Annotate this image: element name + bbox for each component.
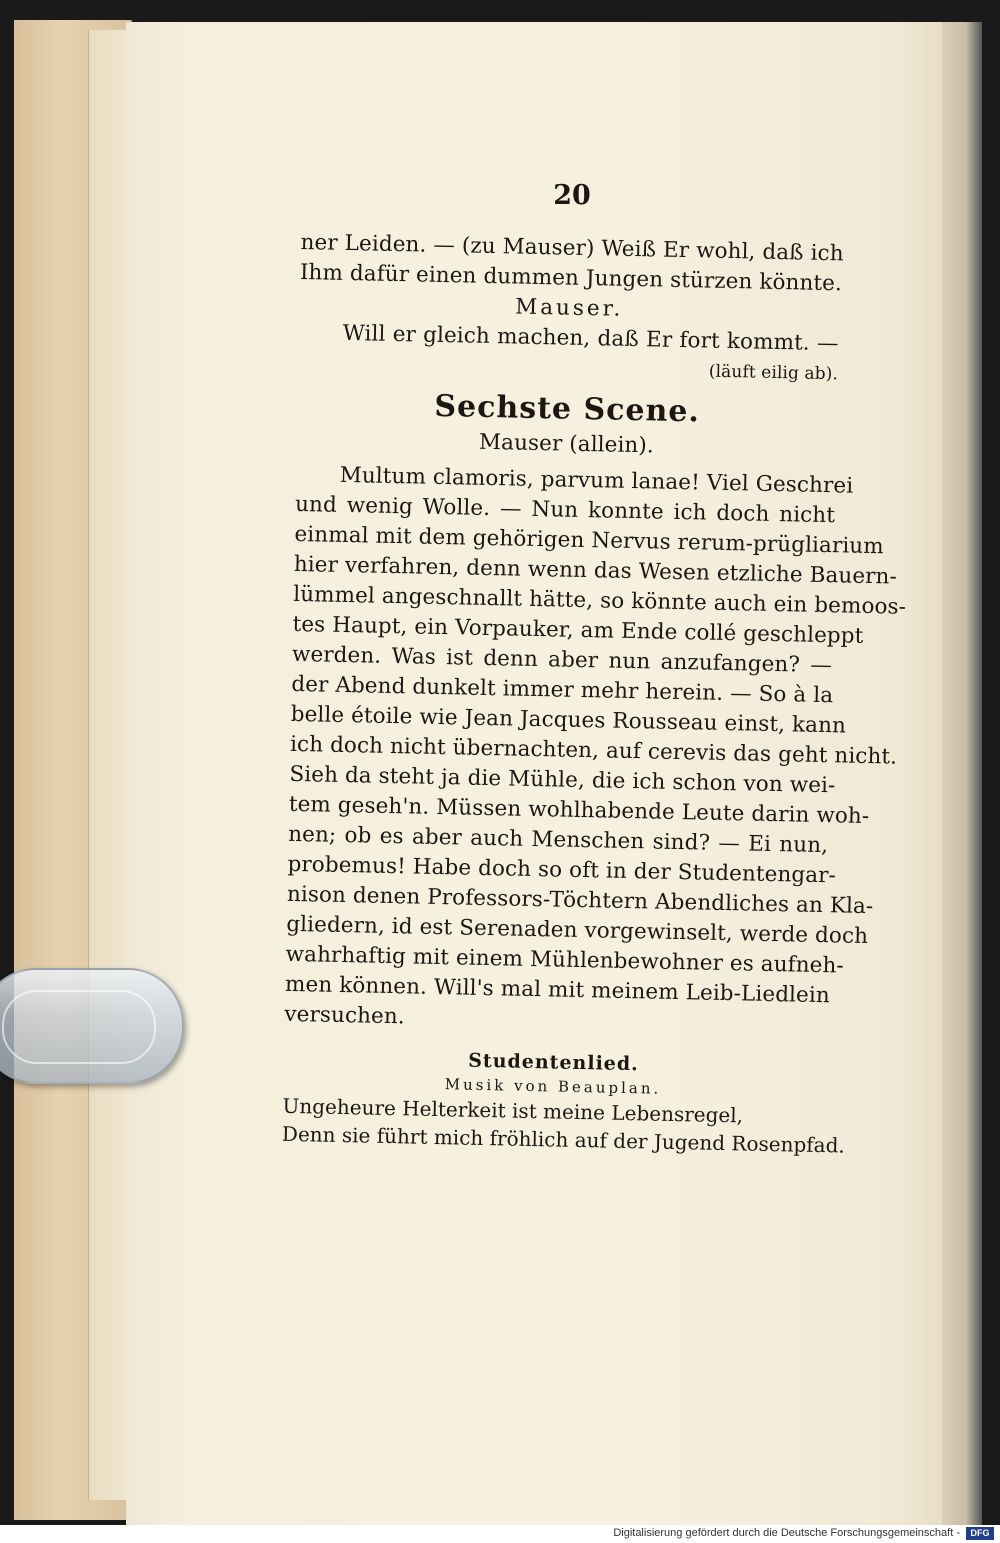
- clip-highlight: [2, 990, 156, 1064]
- monologue-line: gliedern, id est Serenaden vorgewinselt, werde doch: [286, 911, 869, 950]
- page-holder-clip: [0, 968, 184, 1084]
- book-inner-board: [88, 30, 129, 1500]
- monologue-line: der Abend dunkelt immer mehr herein. — So à la: [291, 671, 834, 709]
- monologue-line: wahrhaftig mit einem Mühlenbewohner es aufneh-: [285, 941, 845, 979]
- stage-direction: (läuft eilig ab).: [708, 361, 839, 385]
- monologue-line: lümmel angeschnallt hätte, so könnte auch ein bemoos-: [292, 581, 907, 620]
- page-edge-shadow: [942, 22, 982, 1525]
- monologue-line: ich doch nicht übernachten, auf cerevis das geht nicht.: [289, 731, 898, 770]
- monologue-line: tes Haupt, ein Vorpauker, am Ende collé geschleppt: [292, 611, 864, 649]
- text-line: ner Leiden. — (zu Mauser) Weiß Er wohl, daß ich: [300, 229, 844, 267]
- scene-title: Sechste Scene.: [434, 388, 701, 430]
- song-line: Denn sie führt mich fröhlich auf der Jugend Rosenpfad.: [281, 1121, 846, 1158]
- monologue-line: Sieh da steht ja die Mühle, die ich schon von wei-: [289, 761, 836, 799]
- monologue-line: und wenig Wolle. — Nun konnte ich doch nicht: [294, 491, 836, 529]
- monologue-line: men können. Will's mal mit meinem Leib-Liedlein: [284, 971, 831, 1009]
- scene-subtitle: Mauser (allein).: [478, 429, 655, 459]
- monologue-line: probemus! Habe doch so oft in der Studentengar-: [287, 851, 837, 889]
- monologue-line: einmal mit dem gehörigen Nervus rerum-prügliarium: [294, 521, 884, 560]
- speech-line: Will er gleich machen, daß Er fort kommt. —: [342, 320, 839, 357]
- song-line: Ungeheure Helterkeit ist meine Lebensregel,: [282, 1093, 744, 1128]
- song-subtitle: Musik von Beauplan.: [444, 1075, 662, 1098]
- speaker-name: Mauser.: [514, 294, 624, 322]
- text-line: Ihm dafür einen dummen Jungen stürzen könnte.: [299, 259, 843, 297]
- monologue-line: nison denen Professors-Töchtern Abendliches an Kla-: [286, 881, 874, 920]
- monologue-line: versuchen.: [284, 1001, 406, 1030]
- dfg-logo-icon: DFG: [966, 1527, 994, 1540]
- page-number: 20: [553, 180, 591, 211]
- monologue-line: hier verfahren, denn wenn das Wesen etzliche Bauern-: [293, 551, 898, 590]
- footer-bar: [0, 1525, 1000, 1543]
- song-title: Studentenlied.: [467, 1049, 639, 1076]
- page-text: [281, 176, 907, 1159]
- monologue-line: belle étoile wie Jean Jacques Rousseau einst, kann: [290, 701, 847, 739]
- monologue-line: Multum clamoris, parvum lanae! Viel Geschrei: [339, 462, 854, 499]
- monologue-line: werden. Was ist denn aber nun anzufangen? —: [291, 641, 833, 679]
- monologue-line: nen; ob es aber auch Menschen sind? — Ei nun,: [287, 821, 829, 859]
- monologue-line: tem geseh'n. Müssen wohlhabende Leute darin woh-: [288, 791, 870, 830]
- funding-credit: Digitalisierung gefördert durch die Deutsche Forschungsgemeinschaft -: [613, 1527, 960, 1539]
